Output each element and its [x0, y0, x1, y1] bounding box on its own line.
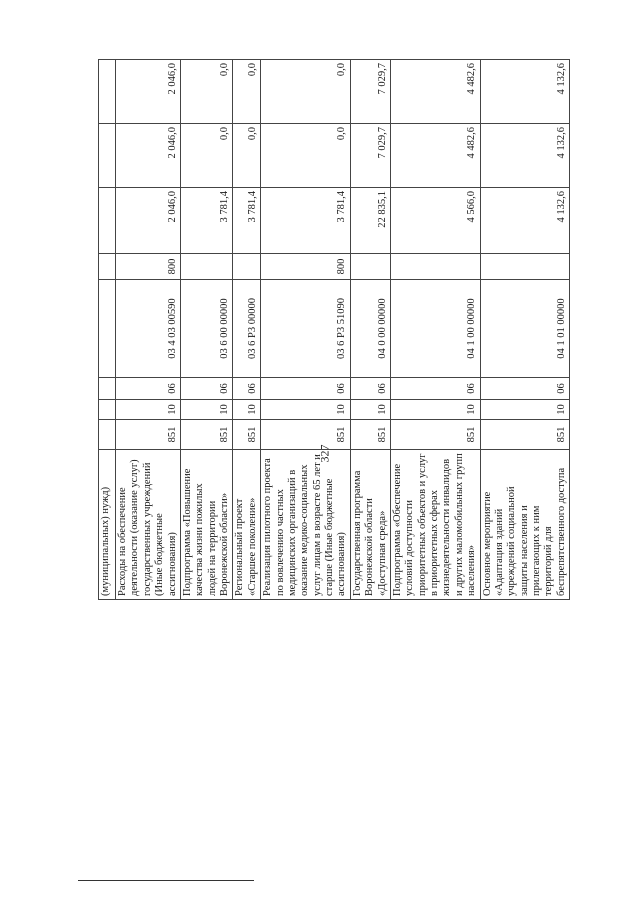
- amount-year1-cell: 22 835,1: [350, 188, 390, 254]
- section-cell: 10: [180, 400, 233, 420]
- table-row: [390, 60, 480, 600]
- subsection-cell: 06: [180, 378, 233, 400]
- section-cell: 10: [350, 400, 390, 420]
- amount-year1-cell: 4 132,6: [480, 188, 570, 254]
- section-cell: [99, 400, 116, 420]
- grbs-cell: 851: [390, 420, 480, 450]
- expense-type-cell: [390, 254, 480, 280]
- amount-year3-cell: 4 482,6: [390, 60, 480, 124]
- section-cell: 10: [233, 400, 261, 420]
- section-cell: 10: [480, 400, 570, 420]
- amount-year2-cell: [99, 124, 116, 188]
- amount-year3-cell: 0,0: [233, 60, 261, 124]
- page-number: 327: [317, 444, 332, 463]
- section-cell: 10: [261, 400, 351, 420]
- grbs-cell: 851: [116, 420, 181, 450]
- target-article-cell: 03 6 P3 51090: [261, 280, 351, 378]
- amount-year2-cell: 0,0: [180, 124, 233, 188]
- row-name-cell: Реализация пилотного проекта по вовлечению частных медицинских организаций в оказание медико-социальных услуг лицам в возрасте 65 лет и старше (Иные бюджетные ассигнования): [261, 450, 351, 600]
- subsection-cell: 06: [233, 378, 261, 400]
- row-name-cell: Подпрограмма «Обеспечение условий доступности приоритетных объектов и услуг в приоритетных сферах жизнедеятельности инвалидов и других маломобильных групп населения»: [390, 450, 480, 600]
- table-row: [233, 60, 261, 600]
- grbs-cell: 851: [261, 420, 351, 450]
- amount-year1-cell: 2 046,0: [116, 188, 181, 254]
- amount-year3-cell: 2 046,0: [116, 60, 181, 124]
- row-name-cell: Расходы на обеспечение деятельности (оказание услуг) государственных учреждений (Иные бюджетные ассигнования): [116, 450, 181, 600]
- table-row: [99, 60, 116, 600]
- expense-type-cell: [180, 254, 233, 280]
- target-article-cell: 04 1 01 00000: [480, 280, 570, 378]
- amount-year2-cell: 0,0: [261, 124, 351, 188]
- subsection-cell: [99, 378, 116, 400]
- amount-year3-cell: 0,0: [261, 60, 351, 124]
- amount-year1-cell: 3 781,4: [180, 188, 233, 254]
- amount-year1-cell: [99, 188, 116, 254]
- expense-type-cell: [350, 254, 390, 280]
- target-article-cell: 03 6 P3 00000: [233, 280, 261, 378]
- expense-type-cell: 800: [261, 254, 351, 280]
- row-name-cell: Основное мероприятие «Адаптация зданий учреждений социальной защиты населения и прилегающих к ним территорий для беспрепятственного доступа: [480, 450, 570, 600]
- amount-year2-cell: 7 029,7: [350, 124, 390, 188]
- amount-year3-cell: 7 029,7: [350, 60, 390, 124]
- target-article-cell: 04 1 00 00000: [390, 280, 480, 378]
- expense-type-cell: [480, 254, 570, 280]
- expense-type-cell: [99, 254, 116, 280]
- footnote-rule: [78, 880, 254, 881]
- subsection-cell: 06: [390, 378, 480, 400]
- target-article-cell: 03 4 03 00590: [116, 280, 181, 378]
- grbs-cell: 851: [180, 420, 233, 450]
- amount-year3-cell: [99, 60, 116, 124]
- amount-year1-cell: 3 781,4: [261, 188, 351, 254]
- amount-year2-cell: 4 132,6: [480, 124, 570, 188]
- budget-table-container: [98, 60, 608, 600]
- grbs-cell: 851: [480, 420, 570, 450]
- subsection-cell: 06: [480, 378, 570, 400]
- section-cell: 10: [116, 400, 181, 420]
- grbs-cell: [99, 420, 116, 450]
- row-name-cell: (муниципальных) нужд): [99, 450, 116, 600]
- amount-year2-cell: 4 482,6: [390, 124, 480, 188]
- amount-year2-cell: 2 046,0: [116, 124, 181, 188]
- subsection-cell: 06: [350, 378, 390, 400]
- table-row: [480, 60, 570, 600]
- grbs-cell: 851: [350, 420, 390, 450]
- section-cell: 10: [390, 400, 480, 420]
- amount-year1-cell: 4 566,0: [390, 188, 480, 254]
- target-article-cell: 04 0 00 00000: [350, 280, 390, 378]
- row-name-cell: Региональный проект «Старшее поколение»: [233, 450, 261, 600]
- amount-year1-cell: 3 781,4: [233, 188, 261, 254]
- table-row: [261, 60, 351, 600]
- table-row: [350, 60, 390, 600]
- table-row: [180, 60, 233, 600]
- table-row: [116, 60, 181, 600]
- subsection-cell: 06: [116, 378, 181, 400]
- row-name-cell: Государственная программа Воронежской области «Доступная среда»: [350, 450, 390, 600]
- target-article-cell: 03 6 00 00000: [180, 280, 233, 378]
- amount-year3-cell: 0,0: [180, 60, 233, 124]
- row-name-cell: Подпрограмма «Повышение качества жизни пожилых людей на территории Воронежской области»: [180, 450, 233, 600]
- budget-table: [98, 59, 570, 600]
- target-article-cell: [99, 280, 116, 378]
- expense-type-cell: 800: [116, 254, 181, 280]
- amount-year2-cell: 0,0: [233, 124, 261, 188]
- grbs-cell: 851: [233, 420, 261, 450]
- expense-type-cell: [233, 254, 261, 280]
- amount-year3-cell: 4 132,6: [480, 60, 570, 124]
- subsection-cell: 06: [261, 378, 351, 400]
